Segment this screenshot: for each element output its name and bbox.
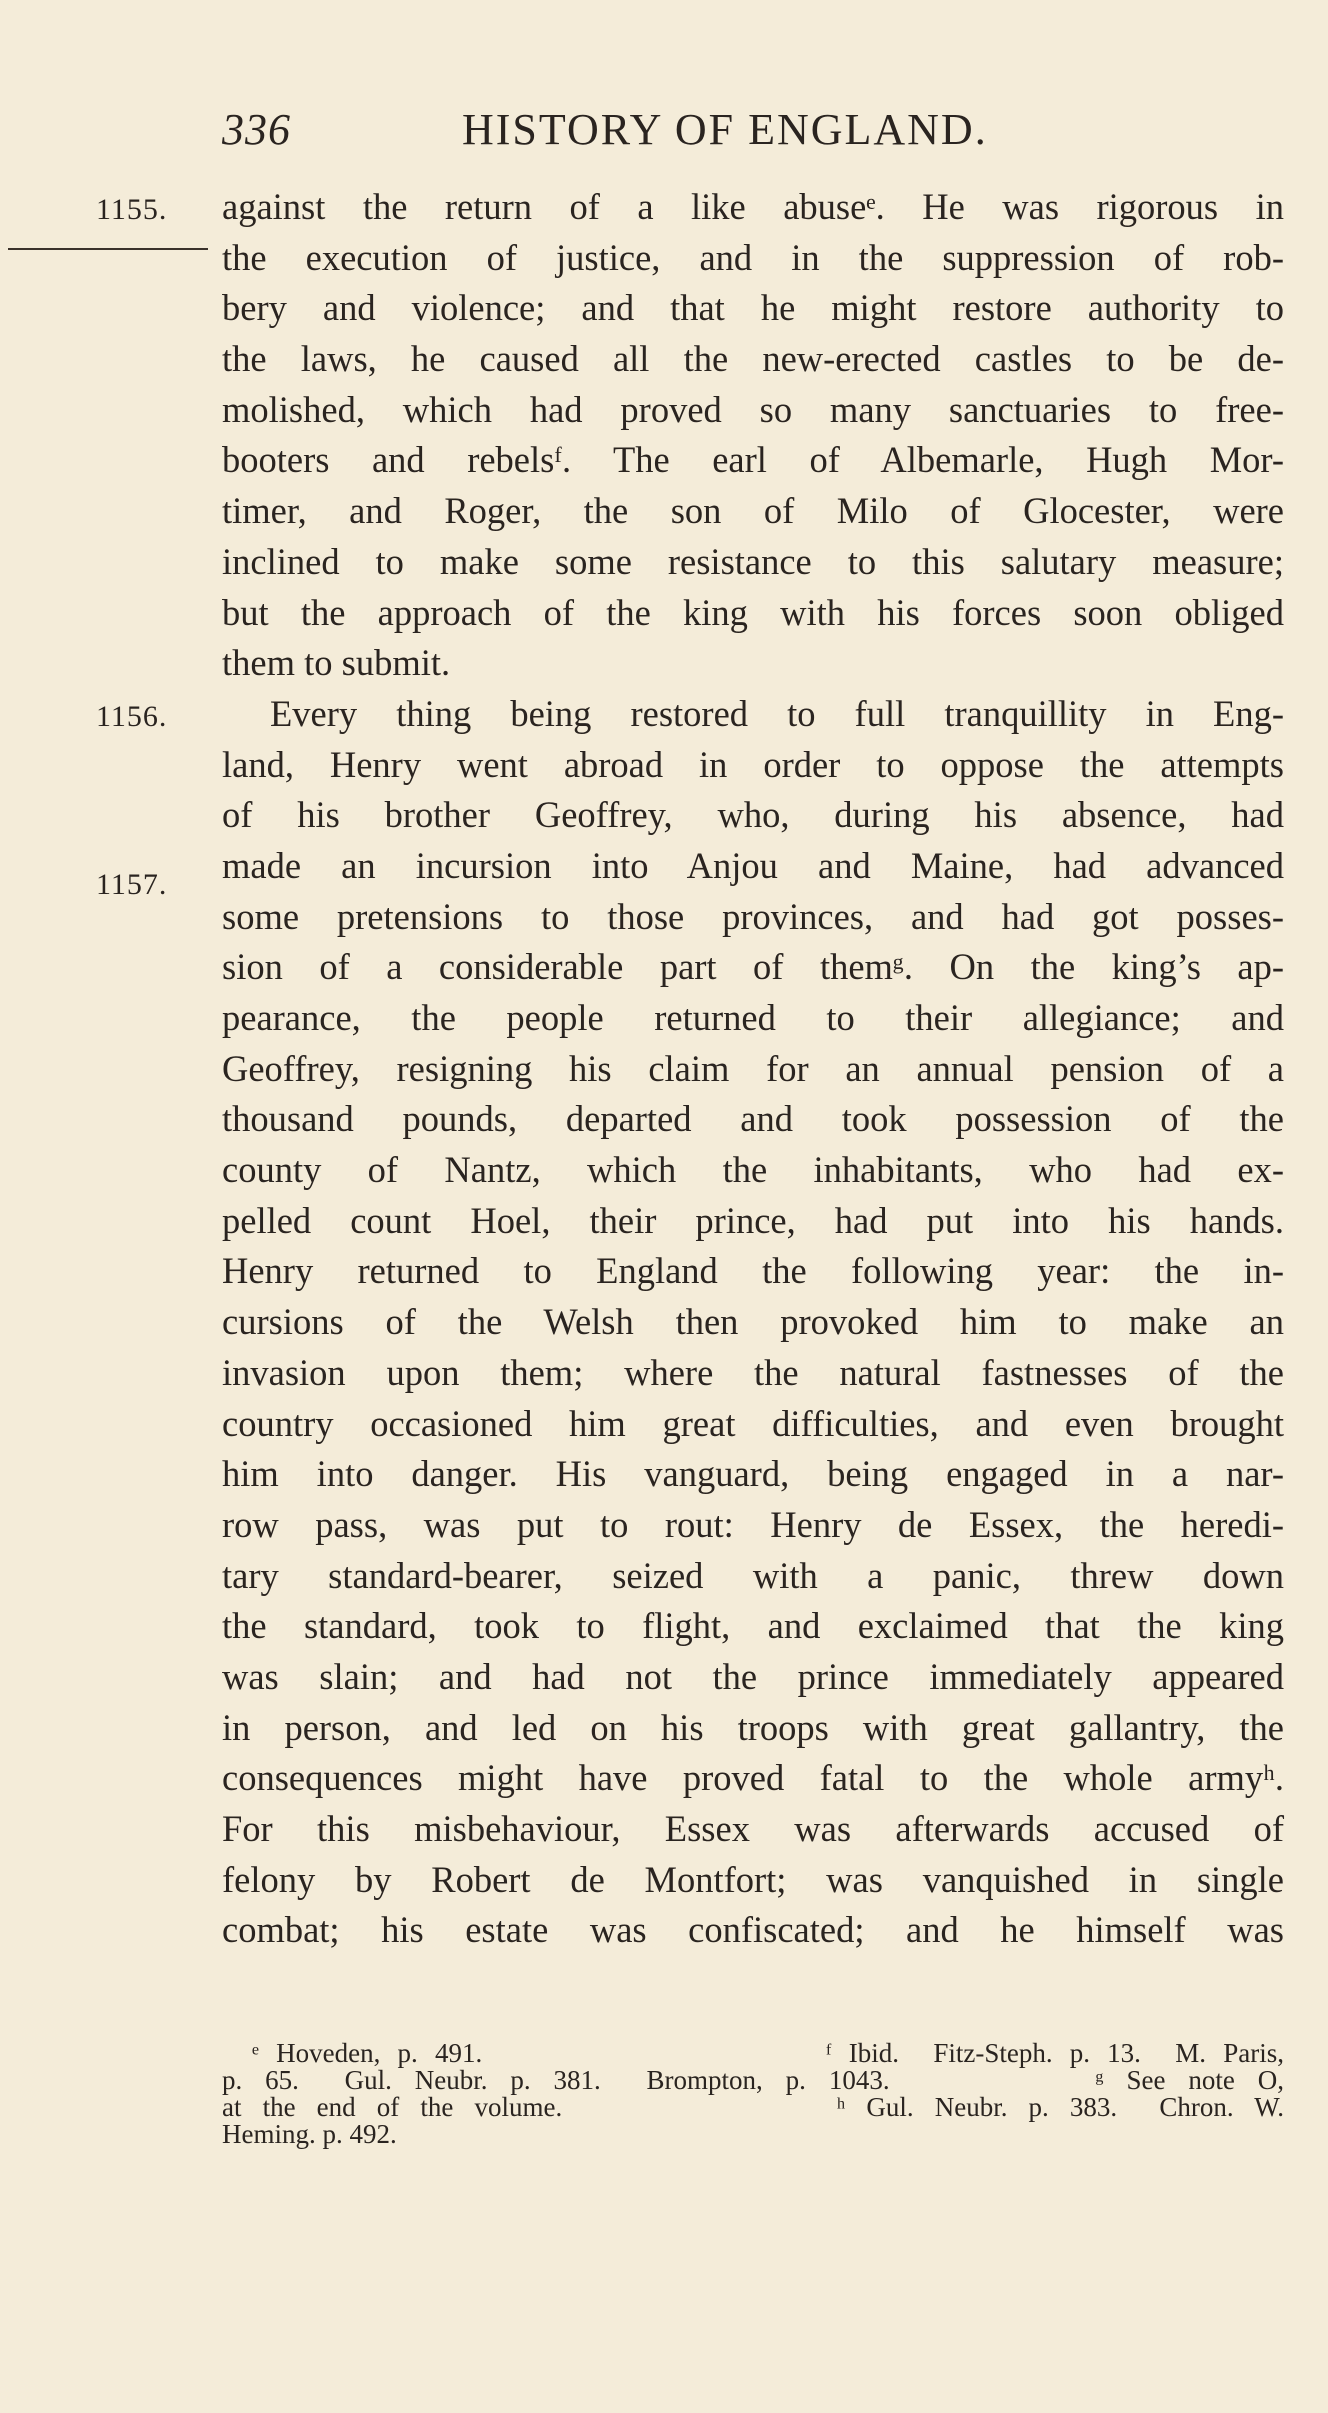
text-line: county of Nantz, which the inhabitants, who had ex- (222, 1149, 1284, 1191)
text-line: but the approach of the king with his forces soon obliged (222, 591, 1284, 633)
text-line: pelled count Hoel, their prince, had put into his hands. (222, 1199, 1284, 1241)
margin-rule (8, 248, 208, 250)
margin-year-1155: 1155. (96, 193, 168, 226)
text-line: molished, which had proved so many sanctuaries to free- (222, 388, 1284, 430)
text-line: row pass, was put to rout: Henry de Essex, the heredi- (222, 1503, 1284, 1545)
text-line: timer, and Roger, the son of Milo of Glocester, were (222, 490, 1284, 532)
text-line: the execution of justice, and in the suppression of rob- (222, 236, 1284, 278)
text-line: made an incursion into Anjou and Maine, had advanced (222, 844, 1284, 886)
text-line: the standard, took to flight, and exclaimed that the king (222, 1605, 1284, 1647)
page-number: 336 (222, 105, 291, 154)
text-line: Geoffrey, resigning his claim for an annual pension of a (222, 1047, 1284, 1089)
text-line: felony by Robert de Montfort; was vanquished in single (222, 1858, 1284, 1900)
text-line: in person, and led on his troops with great gallantry, the (222, 1706, 1284, 1748)
text-line: land, Henry went abroad in order to oppose the attempts (222, 743, 1284, 785)
text-line: invasion upon them; where the natural fastnesses of the (222, 1351, 1284, 1393)
footnote-line: at the end of the volume. ʰ Gul. Neubr. p. 383. Chron. W. (222, 2092, 1284, 2122)
footnote-line: p. 65. Gul. Neubr. p. 381. Brompton, p. 1043. ᵍ See note O, (222, 2065, 1284, 2095)
text-line: tary standard-bearer, seized with a panic, threw down (222, 1554, 1284, 1596)
main-text (222, 182, 1284, 1956)
footnote-line: ᵉ Hoveden, p. 491. ᶠ Ibid. Fitz-Steph. p. 13. M. Paris, (252, 2038, 1284, 2068)
text-line: consequences might have proved fatal to the whole armyʰ. (222, 1757, 1284, 1799)
text-line: him into danger. His vanguard, being engaged in a nar- (222, 1453, 1284, 1495)
text-line: of his brother Geoffrey, who, during his absence, had (222, 794, 1284, 836)
margin-year-1156: 1156. (96, 700, 168, 733)
running-title: HISTORY OF ENGLAND. (462, 105, 988, 154)
text-line: For this misbehaviour, Essex was afterwards accused of (222, 1808, 1284, 1849)
text-line: the laws, he caused all the new-erected castles to be de- (222, 338, 1284, 380)
text-line: thousand pounds, departed and took possession of the (222, 1098, 1284, 1140)
text-line: was slain; and had not the prince immediately appeared (222, 1655, 1284, 1697)
footnote-line: Heming. p. 492. (222, 2119, 397, 2149)
text-line: bery and violence; and that he might restore authority to (222, 287, 1284, 329)
footnotes (222, 2040, 1284, 2148)
text-line: country occasioned him great difficulties, and even brought (222, 1402, 1284, 1444)
text-line: combat; his estate was confiscated; and he himself was (222, 1909, 1284, 1951)
text-line: Henry returned to England the following year: the in- (222, 1250, 1284, 1292)
text-line: against the return of a like abuseᵉ. He was rigorous in (222, 186, 1284, 227)
text-line: cursions of the Welsh then provoked him to make an (222, 1301, 1284, 1343)
text-line: pearance, the people returned to their allegiance; and (222, 997, 1284, 1038)
text-line: some pretensions to those provinces, and had got posses- (222, 895, 1284, 937)
running-header (222, 104, 1326, 164)
text-line: booters and rebelsᶠ. The earl of Albemarle, Hugh Mor- (222, 439, 1284, 481)
margin-year-1157: 1157. (96, 868, 168, 901)
text-line: them to submit. (222, 642, 451, 684)
text-line: inclined to make some resistance to this salutary measure; (222, 540, 1284, 582)
text-line: sion of a considerable part of themᵍ. On the king’s ap- (222, 946, 1284, 988)
text-line: Every thing being restored to full tranquillity in Eng- (270, 692, 1284, 734)
